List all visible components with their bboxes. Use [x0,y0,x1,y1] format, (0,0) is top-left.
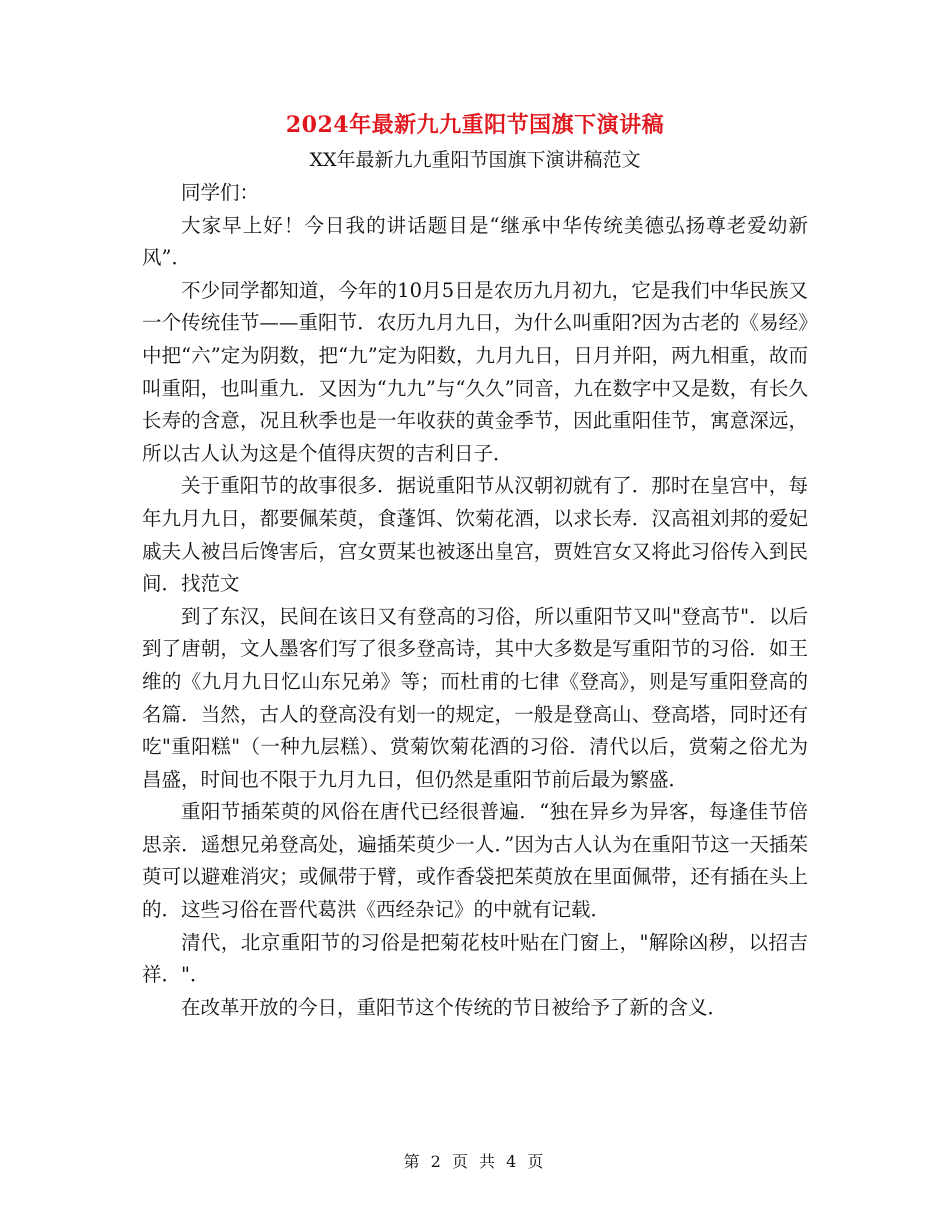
paragraph-qing-dynasty: 清代，北京重阳节的习俗是把菊花枝叶贴在门窗上，"解除凶秽，以招吉祥．"． [142,930,808,987]
paragraph-zhuyu: 重阳节插茱萸的风俗在唐代已经很普遍．“独在异乡为异客，每逢佳节倍思亲．遥想兄弟登高处，遍插茱萸少一人．”因为古人认为在重阳节这一天插茱萸可以避难消灾；或佩带于臂，或作香袋把茱萸放在里面佩带，还有插在头上的．这些习俗在晋代葛洪《西经杂记》的中就有记载． [142,800,808,922]
document-title: 2024年最新九九重阳节国旗下演讲稿 [285,112,665,138]
paragraph-stories: 关于重阳节的故事很多．据说重阳节从汉朝初就有了．那时在皇宫中，每年九月九日，都要佩茱萸，食蓬饵、饮菊花酒，以求长寿．汉高祖刘邦的爱妃戚夫人被吕后馋害后，宫女贾某也被逐出皇宫，贾姓宫女又将此习俗传入到民间．找范文 [142,474,808,596]
paragraph-climbing: 到了东汉，民间在该日又有登高的习俗，所以重阳节又叫"登高节"．以后到了唐朝，文人墨客们写了很多登高诗，其中大多数是写重阳节的习俗．如王维的《九月九日忆山东兄弟》等；而杜甫的七律《登高》，则是写重阳登高的名篇．当然，古人的登高没有划一的规定，一般是登高山、登高塔，同时还有吃"重阳糕"（一种九层糕）、赏菊饮菊花酒的习俗．清代以后，赏菊之俗尤为昌盛，时间也不限于九月九日，但仍然是重阳节前后最为繁盛． [142,604,808,791]
paragraph-modern: 在改革开放的今日，重阳节这个传统的节日被给予了新的含义． [181,995,728,1019]
paragraph-origin: 不少同学都知道，今年的10月5日是农历九月初九，它是我们中华民族又一个传统佳节——重阳节．农历九月九日，为什么叫重阳?因为古老的《易经》中把“六”定为阴数，把“九”定为阳数，九月九日，日月并阳，两九相重，故而叫重阳，也叫重九．又因为“九九”与“久久”同音，九在数字中又是数，有长久长寿的含意，况且秋季也是一年收获的黄金季节，因此重阳佳节，寓意深远，所以古人认为这是个值得庆贺的吉利日子． [142,278,808,465]
page-number-footer: 第 2 页 共 4 页 [403,1152,547,1171]
paragraph-greeting: 同学们： [181,181,260,204]
document-body [142,177,808,1024]
paragraph-intro: 大家早上好！今日我的讲话题目是“继承中华传统美德弘扬尊老爱幼新风”． [142,213,808,270]
document-subtitle: XX年最新九九重阳节国旗下演讲稿范文 [309,149,641,171]
